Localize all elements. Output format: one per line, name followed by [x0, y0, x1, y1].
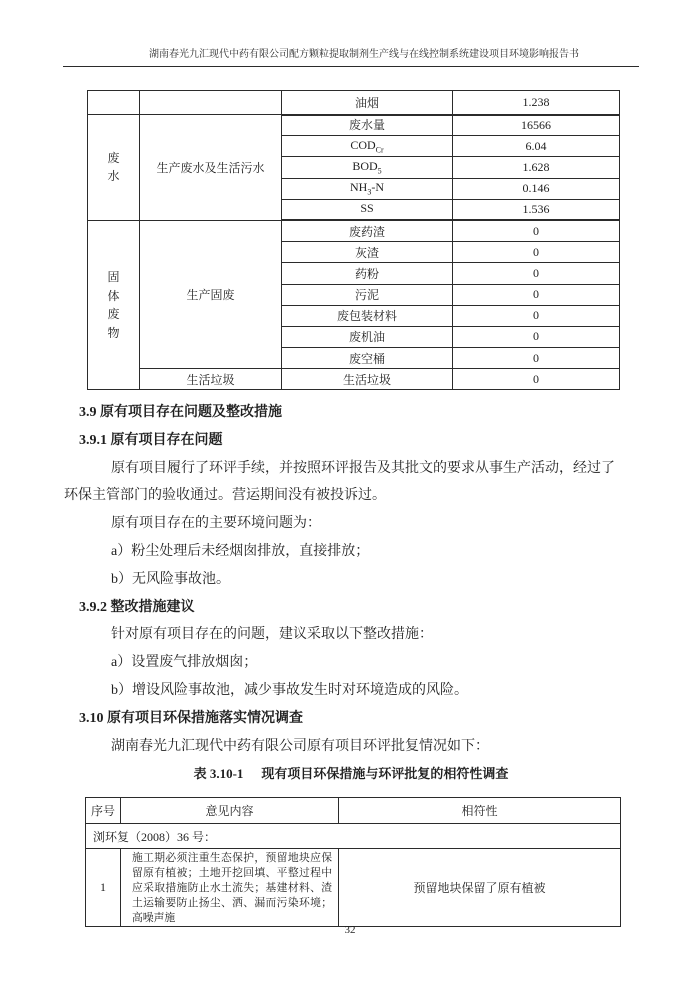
section-heading-3-9-2: 3.9.2 整改措施建议 [79, 599, 195, 615]
category-label: 生产废水及生活污水 [140, 115, 282, 221]
pollutant-value: 0 [453, 326, 620, 347]
pollutant-item: $NH_3-N$ [282, 178, 453, 199]
pollutant-value: 1.238 [453, 91, 620, 115]
table-header-row [86, 798, 621, 824]
pollutant-value: 1.628 [453, 157, 620, 178]
paragraph-line: 原有项目存在的主要环境问题为： [111, 516, 321, 532]
table-title-text: 现有项目环保措施与环评批复的相符性调查 [261, 766, 509, 781]
group-label-solid-waste: 固体废物 [88, 220, 140, 390]
pollutant-value: 6.04 [453, 136, 620, 157]
table-number: 表 3.10-1 [193, 766, 244, 781]
section-heading-3-9-1: 3.9.1 原有项目存在问题 [79, 432, 223, 448]
list-item-a: a）粉尘处理后未经烟囱排放，直接排放； [111, 543, 370, 559]
pollutant-item: 污泥 [282, 284, 453, 305]
group-label-wastewater: 废水 [88, 115, 140, 221]
header-rule [63, 66, 639, 67]
pollutant-value: 0 [453, 284, 620, 305]
pollutant-value: 1.536 [453, 199, 620, 220]
list-item-b: b）增设风险事故池，减少事故发生时对环境造成的风险。 [111, 682, 468, 698]
pollutant-table [87, 90, 620, 390]
opinion-content: 施工期必须注重生态保护，预留地块应保留原有植被；土地开挖回填、平整过程中应采取措施防止水土流失；基建材料、渣土运输要防止扬尘、洒、漏而污染环境；高噪声施 [121, 849, 339, 927]
list-item-a: a）设置废气排放烟囱； [111, 655, 258, 671]
body-text [63, 399, 640, 760]
compliance-result: 预留地块保留了原有植被 [339, 849, 621, 927]
column-header-opinion: 意见内容 [121, 798, 339, 824]
empty-cell [88, 91, 140, 115]
paragraph-line: 原有项目履行了环评手续，并按照环评报告及其批文的要求从事生产活动，经过了 [111, 460, 615, 476]
pollutant-item: 油烟 [282, 91, 453, 115]
category-label: 生活垃圾 [140, 369, 282, 390]
column-header-compliance: 相符性 [339, 798, 621, 824]
pollutant-value: 0.146 [453, 178, 620, 199]
pollutant-item: 药粉 [282, 263, 453, 284]
compliance-table [85, 797, 621, 927]
pollutant-value: 0 [453, 242, 620, 263]
section-heading-3-10: 3.10 原有项目环保措施落实情况调查 [79, 710, 303, 726]
pollutant-value: 0 [453, 369, 620, 390]
pollutant-value: 0 [453, 348, 620, 369]
pollutant-item: 废药渣 [282, 220, 453, 241]
pollutant-item: 废机油 [282, 326, 453, 347]
column-header-no: 序号 [86, 798, 121, 824]
pollutant-value: 16566 [453, 115, 620, 136]
paragraph-line: 针对原有项目存在的问题，建议采取以下整改措施： [111, 627, 433, 643]
section-heading-3-9: 3.9 原有项目存在问题及整改措施 [79, 405, 282, 420]
paragraph-line: 环保主管部门的验收通过。营运期间没有被投诉过。 [64, 488, 386, 504]
table-row [88, 91, 620, 115]
table-row [86, 849, 621, 927]
pollutant-value: 0 [453, 263, 620, 284]
approval-ref-row [86, 824, 621, 849]
pollutant-item: 灰渣 [282, 242, 453, 263]
pollutant-value: 0 [453, 305, 620, 326]
pollutant-item: $COD_{Cr}$ [282, 136, 453, 157]
pollutant-item: $BOD_5$ [282, 157, 453, 178]
pollutant-item: 生活垃圾 [282, 369, 453, 390]
table-row [88, 369, 620, 390]
empty-cell [140, 91, 282, 115]
compliance-table-title [63, 763, 639, 782]
category-label: 生产固废 [140, 220, 282, 368]
pollutant-item: 废空桶 [282, 348, 453, 369]
list-item-b: b）无风险事故池。 [111, 571, 230, 587]
page-number: 32 [344, 924, 356, 936]
pollutant-value: 0 [453, 220, 620, 241]
pollutant-item: 废包装材料 [282, 305, 453, 326]
approval-ref: 浏环复（2008）36 号： [86, 824, 621, 849]
paragraph-line: 湖南春光九汇现代中药有限公司原有项目环评批复情况如下： [111, 738, 489, 754]
table-row [88, 115, 620, 136]
pollutant-item: 废水量 [282, 115, 453, 136]
document-header-title: 湖南春光九汇现代中药有限公司配方颗粒提取制剂生产线与在线控制系统建设项目环境影响报告书 [149, 49, 579, 60]
pollutant-item: SS [282, 199, 453, 220]
row-number: 1 [86, 849, 121, 927]
table-row [88, 220, 620, 241]
